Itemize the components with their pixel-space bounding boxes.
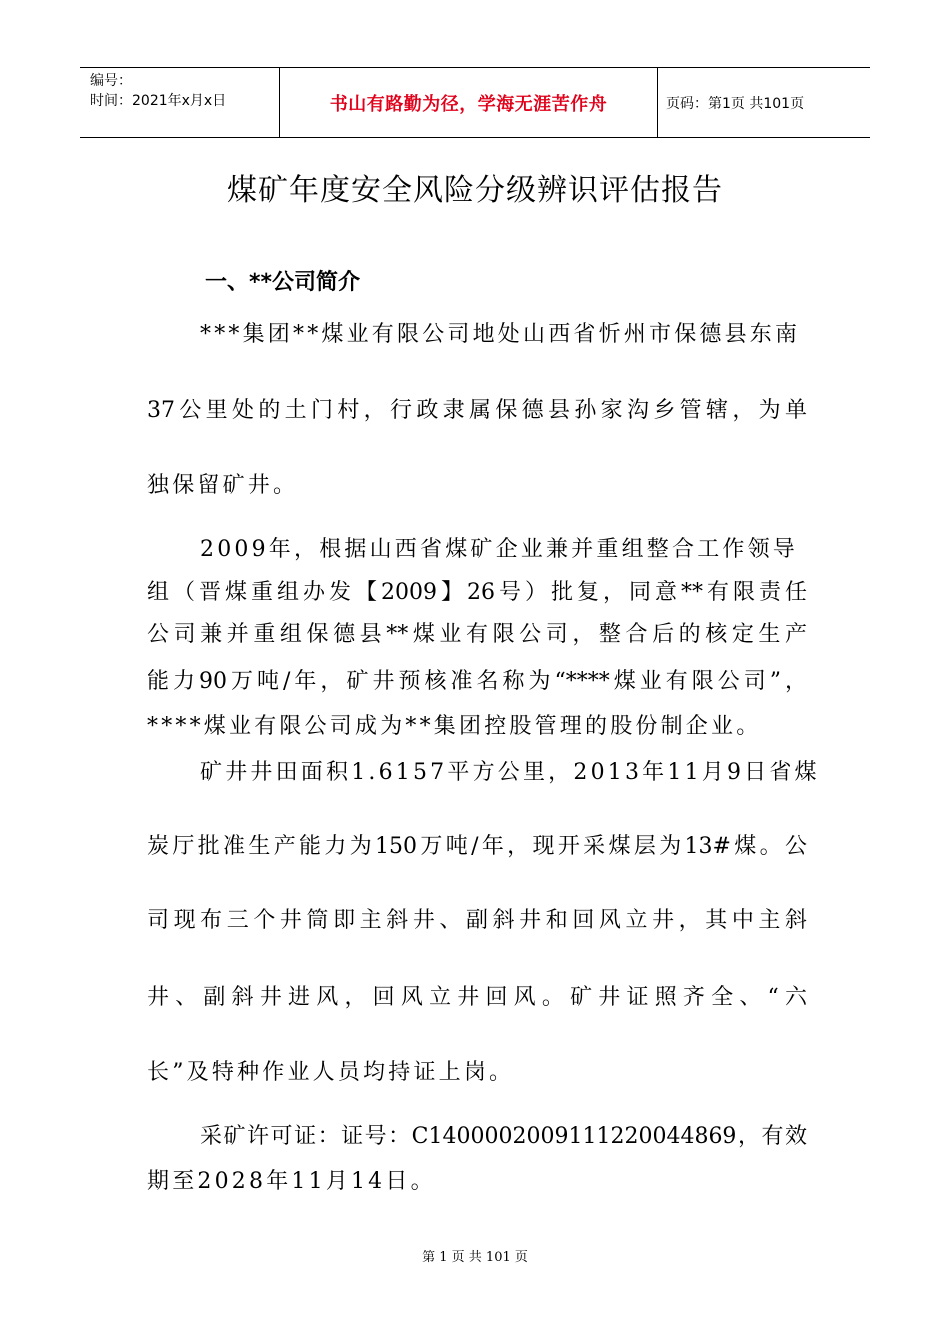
document-title: 煤矿年度安全风险分级辨识评估报告: [227, 173, 723, 208]
body-line: 37公里处的土门村，行政隶属保德县孙家沟乡管辖，为单: [147, 398, 807, 423]
header-meta: [80, 68, 280, 137]
document-time-label: 时间：2021年x月x日: [90, 93, 227, 109]
body-line: 独保留矿井。: [147, 473, 299, 498]
document-number-label: 编号：: [90, 73, 132, 89]
document-header: [80, 67, 870, 138]
body-line: 采矿许可证：证号：C1400002009111220044869，有效: [200, 1124, 807, 1149]
section-heading: 一、**公司简介: [205, 270, 361, 295]
body-line: 2009年，根据山西省煤矿企业兼并重组整合工作领导: [200, 537, 798, 562]
body-line: 井、副斜井进风，回风立井回风。矿井证照齐全、“六: [147, 985, 807, 1010]
body-line: ****煤业有限公司成为**集团控股管理的股份制企业。: [147, 714, 762, 739]
body-line: 能力90万吨/年，矿井预核准名称为“****煤业有限公司”，: [147, 669, 807, 694]
body-line: 矿井井田面积1.6157平方公里，2013年11月9日省煤: [200, 760, 820, 785]
header-motto: 书山有路勤为径，学海无涯苦作舟: [280, 68, 658, 137]
body-line: 司现布三个井筒即主斜井、副斜井和回风立井，其中主斜: [147, 908, 807, 933]
header-page-info: 页码：第1页 共101页: [666, 95, 805, 112]
body-line: 组（晋煤重组办发【2009】26号）批复，同意**有限责任: [147, 580, 807, 605]
body-line: 期至2028年11月14日。: [147, 1169, 436, 1194]
body-line: 公司兼并重组保德县**煤业有限公司，整合后的核定生产: [147, 622, 807, 647]
body-line: 长”及特种作业人员均持证上岗。: [147, 1060, 515, 1085]
body-line: ***集团**煤业有限公司地处山西省忻州市保德县东南: [200, 322, 801, 347]
body-line: 炭厅批准生产能力为150万吨/年，现开采煤层为13#煤。公: [147, 834, 807, 859]
page-footer: 第 1 页 共 101 页: [422, 1250, 528, 1265]
